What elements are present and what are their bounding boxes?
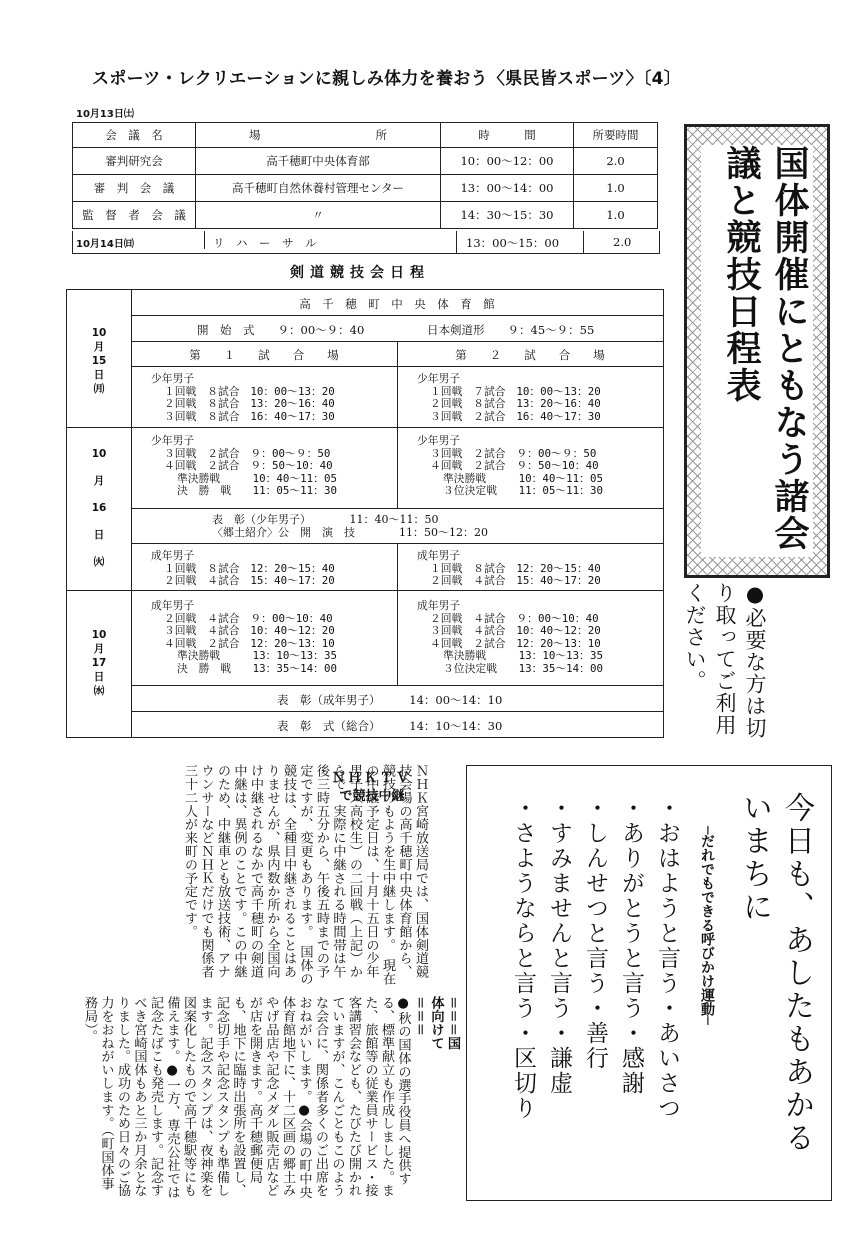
date-oct15: 10 月 15 日 ㈪ xyxy=(91,327,107,395)
rehearsal-duration: 2.0 xyxy=(613,235,632,249)
meeting-header-row xyxy=(73,123,658,148)
nhk-article-body: ＮＨＫ宮崎放送局では、国体剣道競技会場の高千穂町中央体育館から、競技のもようを生中継します。 現在の中継予定日は、十月十五日の少年男子（高校生）の二回戦（上記）からで、実際に中継される時間帯は午後三時五分から、午後五時までの予定ですが、変更もあります。 国体の競技は、全種目中継されることはありませんが、県内数か所から全国向け中継されるなかで高千穂町の剣道中継は、異例のことです。この中継のため、中継車とも放送技術、アナウンサーなどＮＨＫだけでも関係者三十二人が来町の予定です。 xyxy=(182,764,428,986)
col-duration: 所要時間 xyxy=(574,123,658,148)
side-title-box xyxy=(684,124,830,578)
rehearsal-label: リ ハ ー サ ル xyxy=(213,236,317,250)
meeting-time: 13：00～14：00 xyxy=(441,175,574,202)
list-item: ・すみませんと言う・謙虚 xyxy=(546,796,572,1096)
opening-ceremony: 開 始 式 ９：00～９：40 xyxy=(197,323,365,337)
meeting-name: 審 判 会 議 xyxy=(73,175,196,202)
meeting-place: 高千穂町自然休養村管理センター xyxy=(196,175,441,202)
list-item: ・おはようと言う・あいさつ xyxy=(654,796,680,1121)
schedule-block: 少年男子 ３回戦 ２試合 ９：00～９：50 ４回戦 ２試合 ９：50～10：40 準決勝戦 10：40～11：05 ３位決定戦 11：05～11：30 xyxy=(417,434,603,498)
nhk-heading-line1: ＮＨＫＴＶ xyxy=(331,771,412,786)
cut-out-note: ●必要な方は切り取ってご利用ください。 xyxy=(683,582,767,739)
campaign-subtitle: ─だれでもできる呼びかけ運動─ xyxy=(699,826,715,1025)
kokutai-article-body: ●秋の国体の選手役員へ提供する、標準献立も作成しました。また、旅館等の従業員サービス・接客講習会なども、たびたび開かれていますが、こんごともこのような会合に、関係者多くのご出席をおねがいします。●会場の町中央体育館地下に、十二区画の郷土みやげ品店や記念メダル販売店などが店を開きます。高千穂郵便局も、地下に臨時出張所を設置し、記念切手や記念スタンプも準備します。記念スタンプは、夜神楽を図案化したもので高千穂駅等にも備えます。●一方、専売公社では記念たばこも発売します。記念すべき宮崎国体もあと三か月余となりました。成功のため日々のご協力をおねがいします。（町国体事務局）。 xyxy=(82,996,411,1199)
campaign-list xyxy=(485,796,685,1186)
meeting-time: 10：00～12：00 xyxy=(441,148,574,175)
venue-name: 高 千 穂 町 中 央 体 育 館 xyxy=(299,297,495,311)
schedule-block: 少年男子 ３回戦 ２試合 ９：00～９：50 ４回戦 ２試合 ９：50～10：40 準決勝戦 10：40～11：05 決 勝 戦 11：05～11：30 xyxy=(151,434,337,498)
col-meeting: 会 議 名 xyxy=(73,123,196,148)
kendo-kata: 日本剣道形 ９：45～９：55 xyxy=(427,323,595,337)
schedule-block: 少年男子 １回戦 ８試合 10：00～13：20 ２回戦 ８試合 13：20～16：40 ３回戦 ８試合 16：40～17：30 xyxy=(151,372,335,423)
list-item: ・ありがとうと言う・感謝 xyxy=(618,796,644,1096)
rehearsal-divider xyxy=(204,231,205,249)
table-row xyxy=(73,175,658,202)
table-row xyxy=(73,148,658,175)
meeting-table xyxy=(72,122,658,229)
campaign-box xyxy=(466,765,832,1201)
nhk-heading-line2: で競技中継 xyxy=(339,789,405,804)
meeting-time: 14：30～15：30 xyxy=(441,202,574,229)
kendo-schedule-table xyxy=(66,289,664,738)
nhk-article xyxy=(38,764,428,988)
kokutai-heading: ＝＝＝国体向けて＝＝＝ xyxy=(412,996,460,1050)
date-oct14: 10月14日㈰ xyxy=(76,239,134,250)
kokutai-article xyxy=(38,996,460,1202)
award-youth: 表 彰（少年男子） 11：40～11：50 〈郷土紹介〉公 開 演 技 11：50～12：20 xyxy=(212,513,488,539)
side-title: 国体開催にともなう諸会議と競技日程表 xyxy=(701,145,813,557)
award-adult: 表 彰（成年男子） 14：00～14：10 xyxy=(277,693,503,707)
kendo-schedule-title: 剣道競技会日程 xyxy=(290,265,430,281)
court-1: 第 １ 試 合 場 xyxy=(189,348,339,362)
schedule-block: 成年男子 ２回戦 ４試合 ９：00～10：40 ３回戦 ４試合 10：40～12：20 ４回戦 ２試合 12：20～13：10 準決勝戦 13：10～13：35 決 勝 戦 13：35～14：00 xyxy=(151,599,337,675)
rehearsal-row xyxy=(72,231,660,254)
rehearsal-divider-dur xyxy=(583,231,584,253)
meeting-duration: 1.0 xyxy=(574,175,658,202)
meeting-duration: 2.0 xyxy=(574,148,658,175)
campaign-title: 今日も、あしたもあかるいまちに xyxy=(737,792,814,1155)
table-row xyxy=(73,202,658,229)
rehearsal-divider-time xyxy=(456,231,457,253)
list-item: ・さようならと言う・区切り xyxy=(510,796,536,1121)
col-time: 時 間 xyxy=(441,123,574,148)
schedule-block: 少年男子 １回戦 ７試合 10：00～13：20 ２回戦 ８試合 13：20～16：40 ３回戦 ２試合 16：40～17：30 xyxy=(417,372,601,423)
page-header: スポーツ・レクリエーションに親しみ体力を養おう〈県民皆スポーツ〉〔4〕 xyxy=(92,69,682,89)
meeting-place: 高千穂町中央体育部 xyxy=(196,148,441,175)
date-oct17: 10 月 17 日 ㈬ xyxy=(91,629,107,697)
date-oct13: 10月13日㈯ xyxy=(76,109,134,120)
schedule-block: 成年男子 １回戦 ８試合 12：20～15：40 ２回戦 ４試合 15：40～17：20 xyxy=(417,549,601,588)
schedule-block: 成年男子 ２回戦 ４試合 ９：00～10：40 ３回戦 ４試合 10：40～12：20 ４回戦 ２試合 12：20～13：10 準決勝戦 13：10～13：35 ３位決定戦 13：35～14：00 xyxy=(417,599,603,675)
court-2: 第 ２ 試 合 場 xyxy=(455,348,605,362)
meeting-place: 〃 xyxy=(196,202,441,229)
award-overall: 表 彰 式（総合） 14：10～14：30 xyxy=(277,719,503,733)
meeting-name: 審判研究会 xyxy=(73,148,196,175)
meeting-duration: 1.0 xyxy=(574,202,658,229)
meeting-name: 監 督 者 会 議 xyxy=(73,202,196,229)
col-place: 場 所 xyxy=(196,123,441,148)
rehearsal-time: 13：00～15：00 xyxy=(466,236,560,250)
schedule-block: 成年男子 １回戦 ８試合 12：20～15：40 ２回戦 ４試合 15：40～17：20 xyxy=(151,549,335,588)
date-oct16: 10 月 16 日 ㈫ xyxy=(91,448,107,568)
list-item: ・しんせつと言う・善行 xyxy=(582,796,608,1071)
